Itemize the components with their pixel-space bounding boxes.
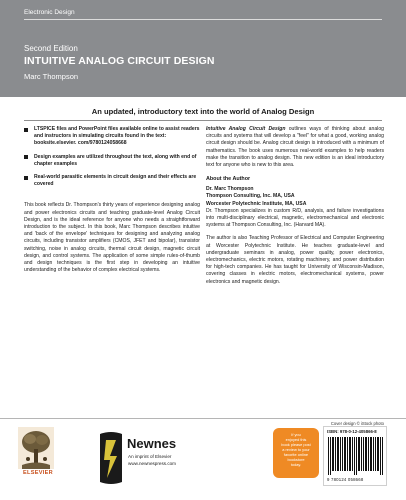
series-name: Electronic Design (24, 9, 75, 16)
edition-label: Second Edition (24, 44, 78, 53)
newnes-url: www.newnespress.com (128, 461, 176, 466)
review-badge (273, 428, 319, 478)
author-bio-1: Dr. Thompson specializes in custom R/D, analysis, and failure investigations into multi-disciplinary electrical, magnetic, electromechanical and electronic systems at Thompson Consulting, Inc. (Harvard MA). (206, 207, 384, 229)
footer-divider (0, 418, 406, 419)
badge-line: a review to your (282, 447, 310, 452)
bullet-square-icon (24, 128, 28, 132)
right-column (206, 126, 384, 286)
book-title: INTUITIVE ANALOG CIRCUIT DESIGN (24, 55, 215, 67)
author-bio-2: The author is also Teaching Professor of Electrical and Computer Engineering at Worcester Polytechnic Institute. He teaches graduate-level and undergraduate seminars in analog, power quality, power electronics, electromechanics, electric motors, rotating machinery, and power distribution for high-tech companies. He has taught for University of Wisconsin-Madison, covering classes in electric motors, electromechanical systems, power electronics and magnetic design. (206, 235, 384, 285)
author-affiliation-1: Thompson Consulting, Inc. MA, USA (206, 193, 295, 200)
feature-bullet (24, 174, 200, 188)
author-full-name: Dr. Marc Thompson (206, 186, 254, 193)
feature-bullet-text: LTSPICE files and PowerPoint files available online to assist readers and instructors in simulating circuits found in the text: booksite.elsevier. com/9780124058668 (34, 126, 200, 147)
barcode-digits: 9 780124 058668 (327, 477, 364, 482)
badge-line: book please post (281, 442, 311, 447)
book-description: This book reflects Dr. Thompson's thirty years of experience designing analog and power electronics circuits and teaching graduate-level Analog Circuit Design, and is the ideal reference for anyone who needs a straightforward introduction to the subject. In this book, Marc Thompson describes intuitive and 'back of the envelope' techniques for designing and analyzing analog circuits, including transistor amplifiers (CMOS, JFET and bipolar), transistor switching, noise in analog circuits, thermal circuit design, magnetic circuit design, and control systems. The application of some simple rules-of-thumb and design techniques is the first step in developing an intuitive understanding of the behavior of complex electrical systems. (24, 202, 200, 274)
newnes-lightning-icon (98, 432, 124, 484)
elsevier-logo (18, 427, 58, 476)
book-intro (206, 126, 384, 169)
feature-bullet-text: Design examples are utilized throughout the text, along with end of chapter examples (34, 153, 197, 167)
elsevier-wordmark: ELSEVIER (22, 470, 54, 476)
badge-line: favorite online (283, 452, 309, 457)
about-author-heading: About the Author (206, 176, 251, 183)
newnes-wordmark: Newnes (127, 436, 177, 451)
isbn-label: ISBN: 978-0-12-405866-8 (327, 429, 377, 434)
header-divider (24, 19, 382, 20)
isbn-barcode-box (323, 426, 387, 486)
badge-line: enjoyed this (285, 437, 307, 442)
badge-line: bookstore (287, 457, 305, 462)
author-affiliation-2: Worcester Polytechnic Institute, MA, USA (206, 200, 307, 207)
badge-line: today. (290, 462, 302, 467)
bullet-square-icon (24, 155, 28, 159)
feature-bullet-text: Real-world parasitic elements in circuit design and their effects are covered (34, 174, 197, 188)
cover-header-band (0, 0, 406, 97)
author-name: Marc Thompson (24, 72, 79, 81)
tagline-divider (24, 120, 382, 121)
cover-credit: Cover design © iStock photo (330, 421, 384, 426)
feature-bullet (24, 154, 200, 168)
book-intro-text: outlines ways of thinking about analog circuits and systems that will develop a "feel" for what a good, working analog circuit design should be. Analog circuit design is introduced with a minimum of mathematics. The book uses numerous real-world examples to help readers make the transition to analog design. This new edition is an ideal introductory text for anyone who is new to this area. (206, 126, 384, 169)
elsevier-tree-icon (18, 427, 54, 469)
tagline: An updated, introductory text into the world of Analog Design (91, 107, 315, 116)
badge-line: If you (291, 432, 301, 437)
book-name-italic: Intuitive Analog Circuit Design (206, 126, 286, 132)
bullet-square-icon (24, 176, 28, 180)
feature-bullet (24, 126, 200, 148)
newnes-imprint: An imprint of Elsevier (128, 454, 172, 459)
barcode-icon (327, 437, 385, 475)
left-column (24, 126, 200, 274)
